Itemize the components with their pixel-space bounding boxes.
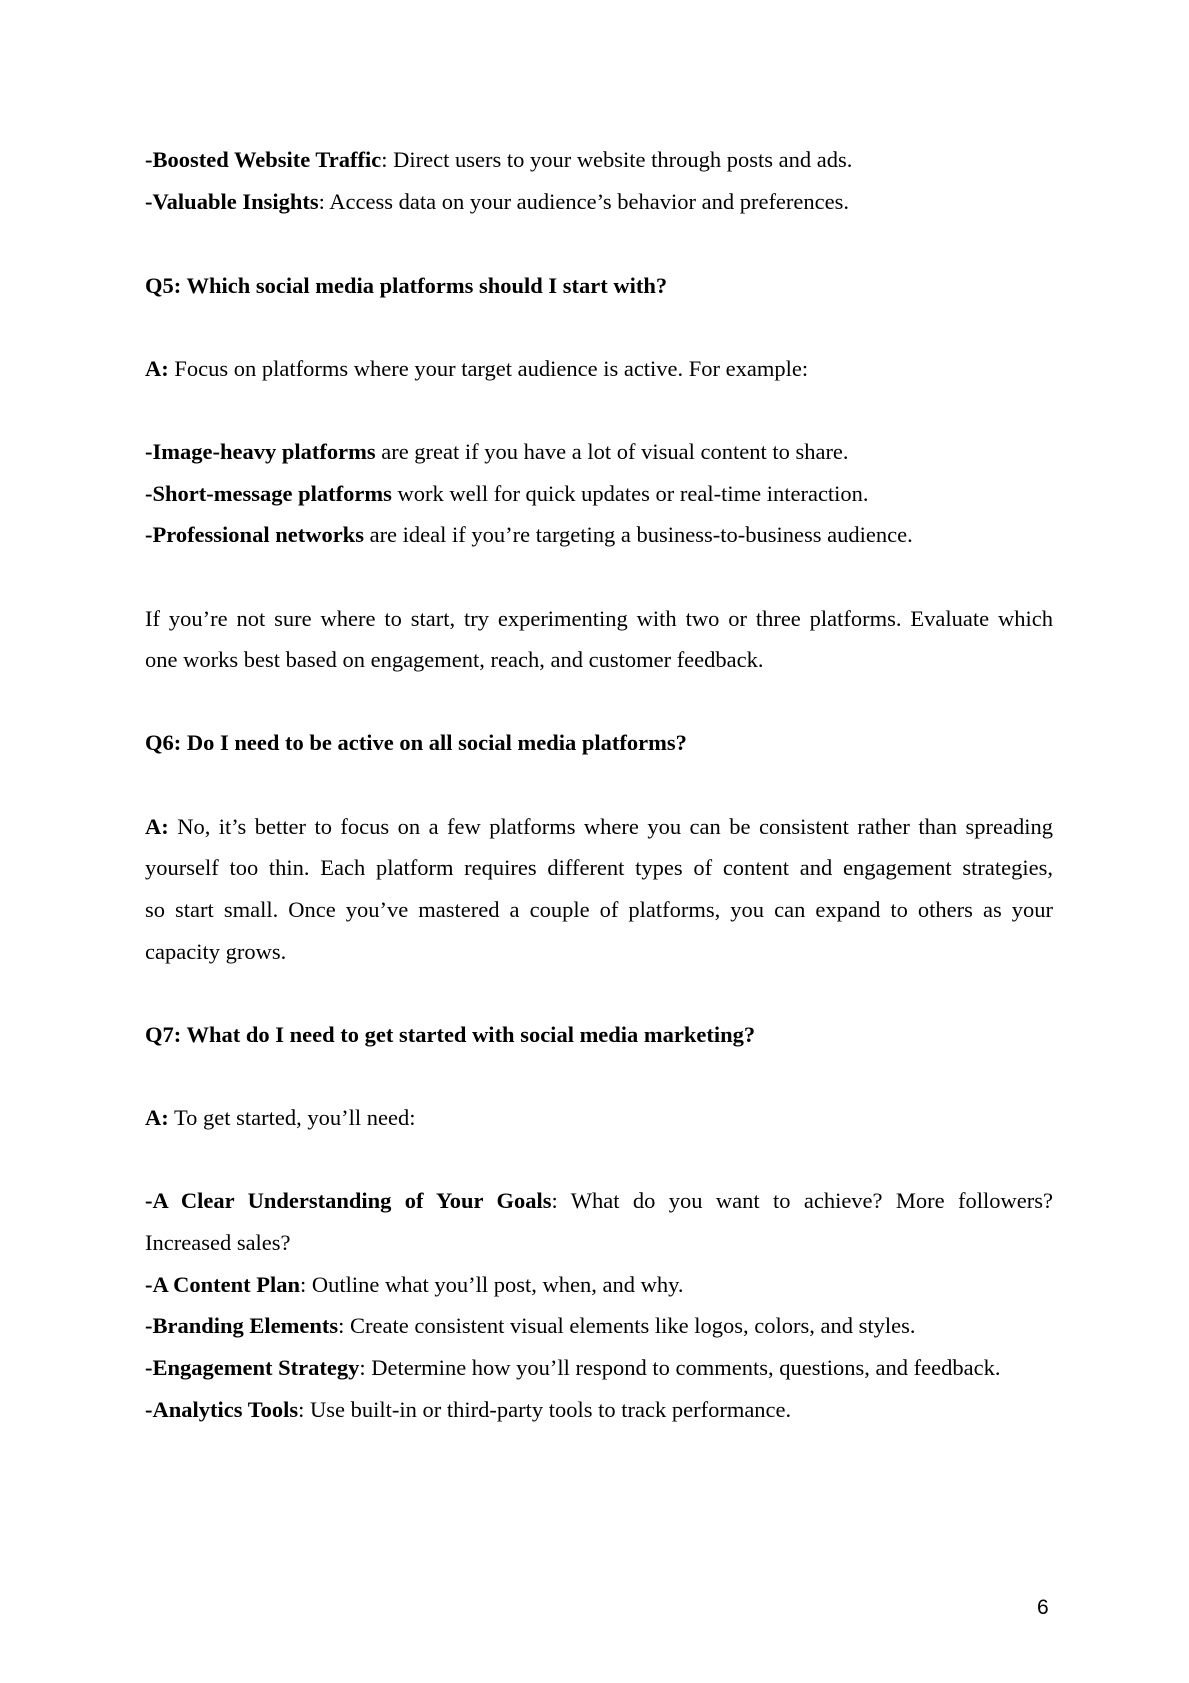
list-term: -Branding Elements — [145, 1313, 339, 1338]
answer-prefix: A: — [145, 1105, 169, 1130]
list-text: : What do you want to achieve? More followers? — [551, 1188, 1053, 1213]
q6-answer-line-4: capacity grows. — [145, 939, 287, 964]
answer-text: Focus on platforms where your target audience is active. For example: — [168, 356, 809, 381]
list-term: -Engagement Strategy — [145, 1355, 360, 1380]
q6-question: Q6: Do I need to be active on all social media platforms? — [145, 730, 687, 755]
q6-answer-line-2: yourself too thin. Each platform requires different types of content and engagement strategies, — [145, 855, 1053, 880]
benefit-valuable-insights — [145, 191, 849, 214]
page-number: 6 — [1037, 1596, 1049, 1619]
q5-answer — [145, 358, 808, 381]
q7-list-item-analytics — [145, 1399, 791, 1422]
list-term: -Analytics Tools — [145, 1397, 299, 1422]
benefit-term: -Valuable Insights — [145, 189, 319, 214]
list-text: : Create consistent visual elements like logos, colors, and styles. — [338, 1313, 916, 1338]
answer-prefix: A: — [145, 814, 169, 839]
q6-answer-line-1 — [145, 816, 1053, 839]
answer-text: To get started, you’ll need: — [168, 1105, 416, 1130]
benefit-term: -Boosted Website Traffic — [145, 147, 382, 172]
list-term: -A Clear Understanding of Your Goals — [145, 1188, 552, 1213]
q5-list-item-short-message — [145, 483, 869, 506]
benefit-website-traffic — [145, 149, 852, 172]
benefit-text: : Direct users to your website through posts and ads. — [381, 147, 853, 172]
q5-closing-line-2: one works best based on engagement, reach, and customer feedback. — [145, 647, 764, 672]
q5-list-item-professional — [145, 524, 913, 547]
q7-question: Q7: What do I need to get started with social media marketing? — [145, 1022, 756, 1047]
q6-answer-line-3: so start small. Once you’ve mastered a couple of platforms, you can expand to others as your — [145, 897, 1053, 922]
list-term: -Short-message platforms — [145, 481, 392, 506]
q5-list-item-image-heavy — [145, 441, 849, 464]
list-text: : Determine how you’ll respond to comments, questions, and feedback. — [359, 1355, 1001, 1380]
list-text: : Use built-in or third-party tools to track performance. — [298, 1397, 792, 1422]
benefit-text: : Access data on your audience’s behavior and preferences. — [318, 189, 850, 214]
q7-answer — [145, 1107, 415, 1130]
list-term: -A Content Plan — [145, 1272, 301, 1297]
q7-list-item-content-plan — [145, 1274, 684, 1297]
list-term: -Professional networks — [145, 522, 364, 547]
list-text: : Outline what you’ll post, when, and why. — [300, 1272, 684, 1297]
q5-question: Q5: Which social media platforms should I start with? — [145, 273, 668, 298]
list-text: work well for quick updates or real-time interaction. — [391, 481, 869, 506]
answer-prefix: A: — [145, 356, 169, 381]
q7-list-item-engagement — [145, 1357, 1000, 1380]
list-text: are great if you have a lot of visual content to share. — [375, 439, 849, 464]
q7-list-item-goals-continuation: Increased sales? — [145, 1230, 291, 1255]
q5-closing-line-1: If you’re not sure where to start, try experimenting with two or three platforms. Evaluate which — [145, 606, 1053, 631]
list-term: -Image-heavy platforms — [145, 439, 376, 464]
q7-list-item-branding — [145, 1315, 916, 1338]
q7-list-item-goals — [145, 1190, 1053, 1213]
answer-text: No, it’s better to focus on a few platforms where you can be consistent rather than spreading — [168, 814, 1053, 839]
list-text: are ideal if you’re targeting a business-to-business audience. — [363, 522, 913, 547]
